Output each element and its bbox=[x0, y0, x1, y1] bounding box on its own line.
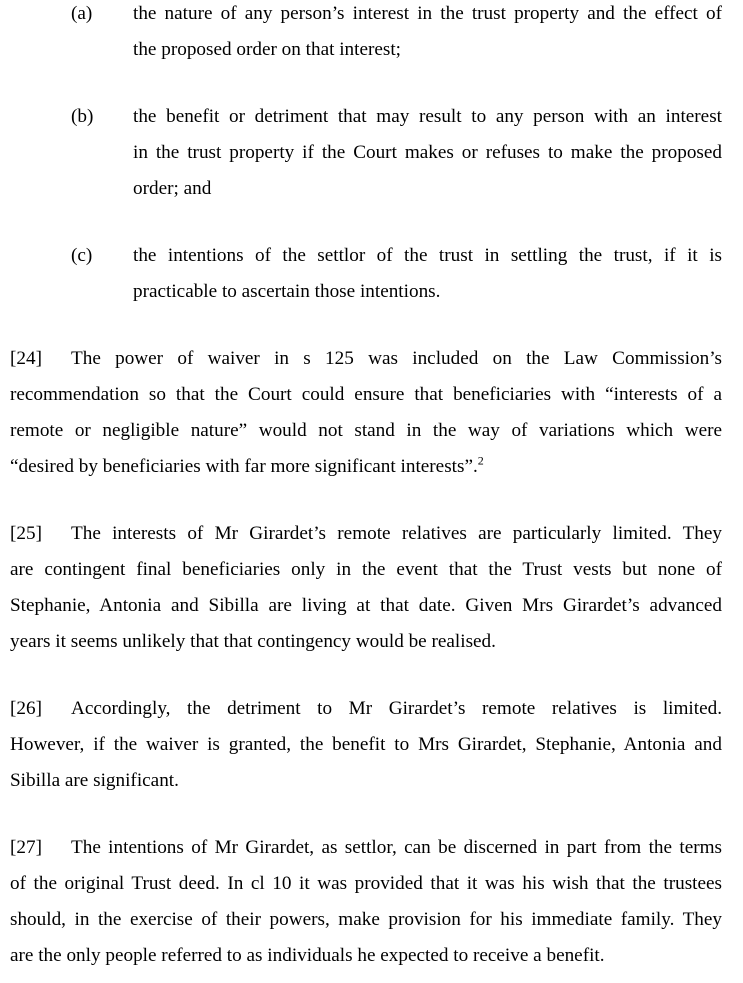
list-text-line: order; and bbox=[133, 178, 212, 199]
paragraph-line: are contingent final beneficiaries only in the event that the Trust vests but none of bbox=[10, 559, 722, 580]
list-text-line: the intentions of the settlor of the trust in settling the trust, if it is bbox=[133, 245, 722, 266]
paragraph-line: of the original Trust deed. In cl 10 it was provided that it was his wish that the trustees bbox=[10, 873, 722, 894]
paragraph-line: Stephanie, Antonia and Sibilla are living at that date. Given Mrs Girardet’s advanced bbox=[10, 595, 722, 616]
paragraph-line: Sibilla are significant. bbox=[10, 770, 179, 791]
list-text-line: the benefit or detriment that may result to any person with an interest bbox=[133, 106, 722, 127]
paragraph-number: [25] bbox=[10, 523, 42, 544]
paragraph-line: remote or negligible nature” would not stand in the way of variations which were bbox=[10, 420, 722, 441]
paragraph-line: The intentions of Mr Girardet, as settlor, can be discerned in part from the terms bbox=[71, 837, 722, 858]
paragraph-line: The power of waiver in s 125 was included on the Law Commission’s bbox=[71, 348, 722, 369]
paragraph-line: should, in the exercise of their powers, make provision for his immediate family. They bbox=[10, 909, 722, 930]
paragraph-number: [26] bbox=[10, 698, 42, 719]
paragraph-number: [27] bbox=[10, 837, 42, 858]
footnote-reference[interactable]: 2 bbox=[477, 453, 484, 468]
paragraph-line: recommendation so that the Court could ensure that beneficiaries with “interests of a bbox=[10, 384, 722, 405]
paragraph-line: However, if the waiver is granted, the benefit to Mrs Girardet, Stephanie, Antonia and bbox=[10, 734, 722, 755]
list-text-line: the proposed order on that interest; bbox=[133, 39, 402, 60]
paragraph-line: are the only people referred to as individuals he expected to receive a benefit. bbox=[10, 945, 605, 966]
paragraph-line: The interests of Mr Girardet’s remote relatives are particularly limited. They bbox=[71, 523, 722, 544]
paragraph-number: [24] bbox=[10, 348, 42, 369]
paragraph-line: Accordingly, the detriment to Mr Girardet’s remote relatives is limited. bbox=[71, 698, 722, 719]
list-text-line: in the trust property if the Court makes or refuses to make the proposed bbox=[133, 142, 722, 163]
paragraph-line: “desired by beneficiaries with far more significant interests”. bbox=[10, 456, 478, 477]
list-label: (c) bbox=[71, 245, 93, 266]
list-label: (b) bbox=[71, 106, 94, 127]
list-text-line: practicable to ascertain those intentions. bbox=[133, 281, 441, 302]
list-label: (a) bbox=[71, 3, 93, 24]
paragraph-line: years it seems unlikely that that contingency would be realised. bbox=[10, 631, 496, 652]
list-text-line: the nature of any person’s interest in the trust property and the effect of bbox=[133, 3, 722, 24]
